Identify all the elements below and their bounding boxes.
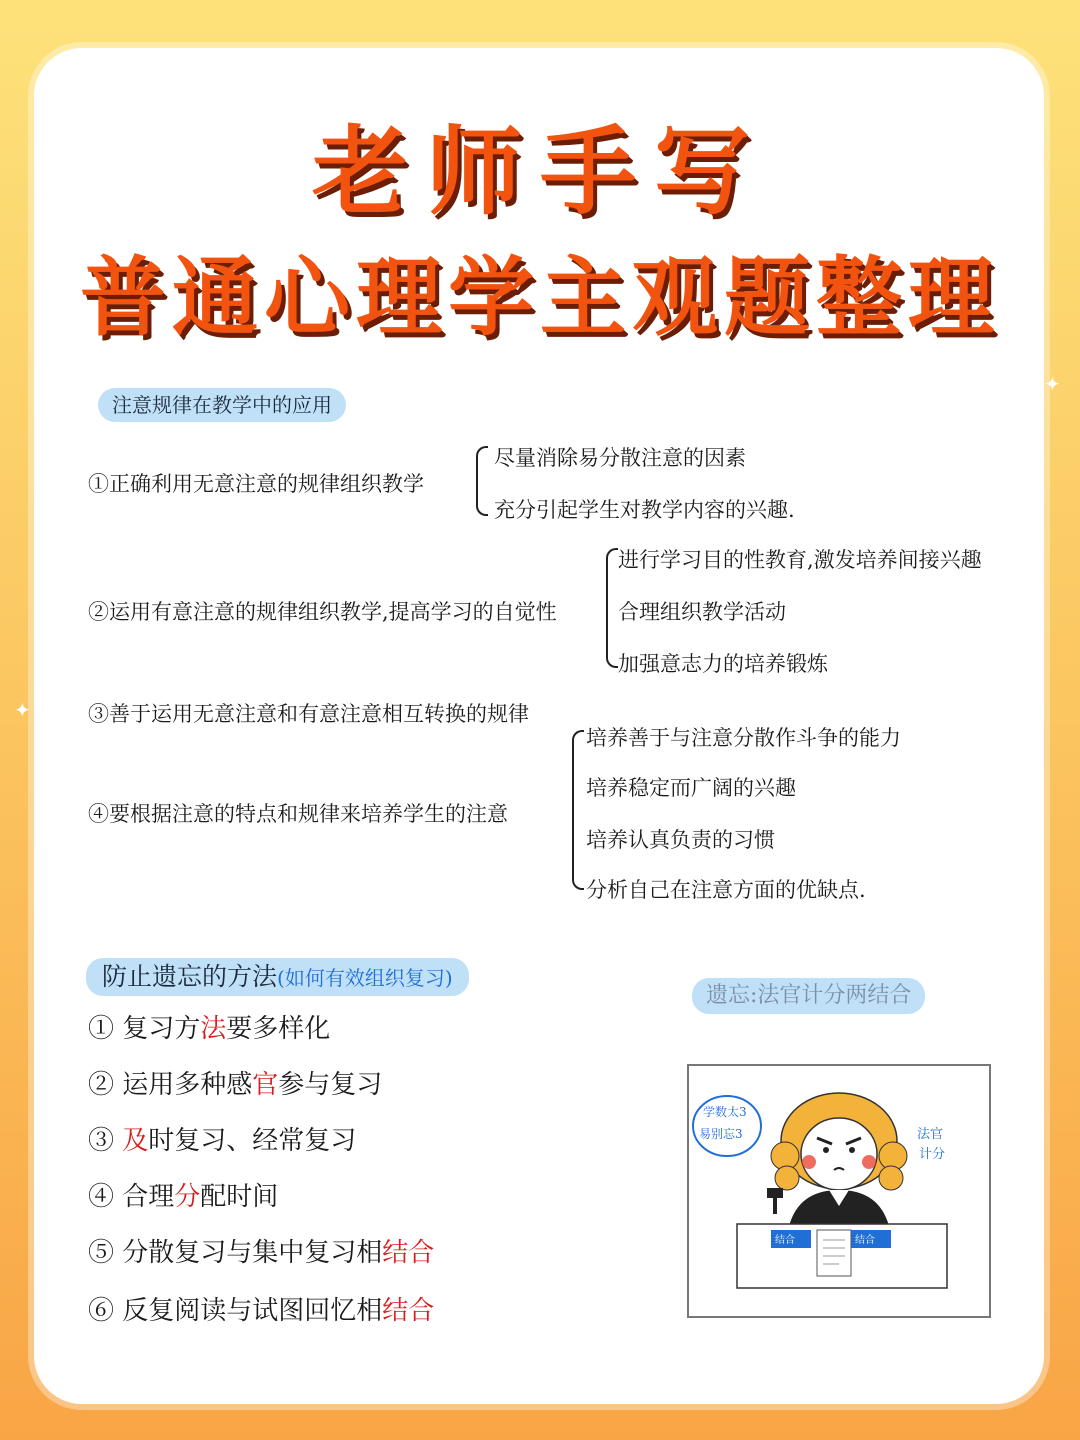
review-item [88, 1176, 278, 1213]
review-item-text: 分散复习与集中复习相 [122, 1238, 383, 1268]
section-tag-mnemonic: 遗忘:法官计分两结合 [692, 978, 925, 1014]
review-item-text: 要多样化 [226, 1014, 331, 1044]
review-item-number: ⑥ [88, 1296, 123, 1326]
review-item [88, 1064, 382, 1101]
review-item-number: ④ [88, 1182, 123, 1212]
page-title-line1: 老师手写 [312, 116, 768, 228]
item2-head: ②运用有意注意的规律组织教学,提高学习的自觉性 [88, 600, 557, 624]
review-item-highlight: 官 [252, 1070, 279, 1100]
review-item-highlight: 结合 [382, 1296, 435, 1326]
review-item-text: 反复阅读与试图回忆相 [122, 1296, 383, 1326]
review-item-text: 合理 [122, 1182, 175, 1212]
bubble-right-line1: 法官 [917, 1127, 944, 1142]
brace [606, 548, 618, 668]
sparkle-icon: ✦ [1044, 372, 1061, 396]
item2-sub: 加强意志力的培养锻炼 [618, 652, 828, 676]
tag-text: 防止遗忘的方法 [102, 962, 278, 991]
sign-left: 结合 [775, 1235, 795, 1246]
sparkle-icon: ✦ [14, 698, 31, 722]
bubble-left-line2: 易别忘3 [699, 1127, 743, 1141]
review-item-text: 配时间 [200, 1182, 279, 1212]
item1-sub: 尽量消除易分散注意的因素 [494, 446, 746, 470]
review-item-text: 参与复习 [278, 1070, 383, 1100]
review-item [88, 1008, 330, 1045]
bubble-left-line1: 学数太3 [703, 1105, 747, 1119]
review-item-text: 时复习、经常复习 [148, 1126, 357, 1156]
review-item-highlight: 法 [200, 1014, 227, 1044]
section-tag-attention: 注意规律在教学中的应用 [98, 388, 346, 422]
tag-note: (如何有效组织复习) [277, 966, 453, 990]
page-title-line2: 普通心理学主观题整理 [80, 248, 1000, 348]
item4-sub: 培养善于与注意分散作斗争的能力 [586, 726, 901, 750]
item4-sub: 培养认真负责的习惯 [586, 828, 775, 852]
review-item [88, 1290, 434, 1327]
item4-sub: 培养稳定而广阔的兴趣 [586, 776, 796, 800]
brace [476, 446, 488, 516]
item2-sub: 进行学习目的性教育,激发培养间接兴趣 [618, 548, 982, 572]
item3-head: ③善于运用无意注意和有意注意相互转换的规律 [88, 702, 529, 726]
review-item-text: 运用多种感 [122, 1070, 253, 1100]
review-item-text: 复习方 [122, 1014, 201, 1044]
review-item-highlight: 分 [174, 1182, 201, 1212]
bubble-right-line2: 计分 [919, 1147, 946, 1162]
review-item-number: ⑤ [88, 1238, 123, 1268]
review-item-highlight: 结合 [382, 1238, 435, 1268]
item4-sub: 分析自己在注意方面的优缺点. [586, 878, 866, 902]
review-item [88, 1120, 356, 1157]
section-tag-forgetting [86, 958, 469, 996]
review-item-number: ① [88, 1014, 123, 1044]
review-item-number: ② [88, 1070, 123, 1100]
judge-illustration [687, 1064, 991, 1318]
judge-drawing [689, 1066, 989, 1316]
item4-head: ④要根据注意的特点和规律来培养学生的注意 [88, 802, 508, 826]
brace [572, 730, 584, 890]
item1-head: ①正确利用无意注意的规律组织教学 [88, 472, 424, 496]
review-item [88, 1232, 434, 1269]
sign-right: 结合 [855, 1235, 875, 1246]
review-item-number: ③ [88, 1126, 123, 1156]
review-item-highlight: 及 [122, 1126, 149, 1156]
item1-sub: 充分引起学生对教学内容的兴趣. [494, 498, 795, 522]
item2-sub: 合理组织教学活动 [618, 600, 786, 624]
